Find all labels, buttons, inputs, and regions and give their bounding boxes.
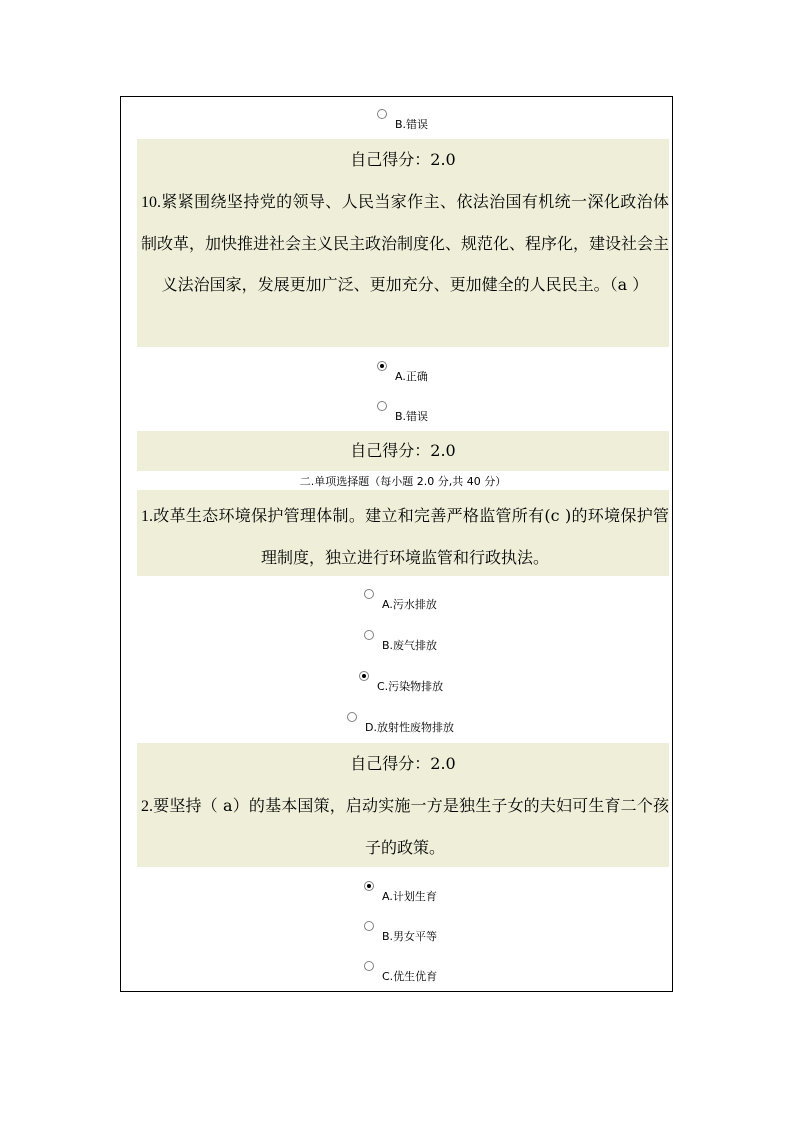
document-frame	[120, 96, 673, 992]
option-label: A.污水排放	[382, 598, 437, 611]
question-number: 1.	[141, 508, 153, 525]
radio-button-icon[interactable]	[364, 961, 374, 971]
radio-button-icon[interactable]	[377, 109, 387, 119]
radio-button-icon[interactable]	[364, 921, 374, 931]
question-body: 要坚持（ a）的基本国策，启动实施一方是独生子女的夫妇可生育二个孩子的政策。	[153, 796, 669, 857]
question-number: 10.	[141, 194, 161, 211]
radio-button-checked-icon[interactable]	[377, 361, 387, 371]
radio-button-icon[interactable]	[364, 630, 374, 640]
option-label: D.放射性废物排放	[365, 721, 454, 734]
radio-button-checked-icon[interactable]	[359, 671, 369, 681]
radio-button-icon[interactable]	[377, 401, 387, 411]
option-label: B.废气排放	[382, 639, 438, 652]
radio-button-icon[interactable]	[364, 589, 374, 599]
option-label: A.计划生育	[382, 890, 437, 903]
option-label: B.男女平等	[382, 930, 438, 943]
option-label: B.错误	[395, 118, 429, 131]
question-1-text	[141, 495, 669, 578]
section-title: 二.单项选择题（每小题 2.0 分,共 40 分）	[299, 475, 507, 488]
score-text: 自己得分：2.0	[350, 441, 456, 460]
question-10-text	[141, 181, 669, 305]
option-label: C.优生优育	[382, 970, 438, 983]
radio-button-icon[interactable]	[347, 712, 357, 722]
question-body: 改革生态环境保护管理体制。建立和完善严格监管所有(c )的环境保护管理制度，独立进行环境监管和行政执法。	[153, 506, 669, 567]
score-text: 自己得分：2.0	[350, 754, 456, 773]
option-label: C.污染物排放	[377, 680, 444, 693]
option-label: B.错误	[395, 410, 429, 423]
option-label: A.正确	[395, 370, 428, 383]
score-text: 自己得分：2.0	[350, 150, 456, 169]
radio-button-checked-icon[interactable]	[364, 881, 374, 891]
question-number: 2.	[141, 798, 153, 815]
question-body: 紧紧围绕坚持党的领导、人民当家作主、依法治国有机统一深化政治体制改革，加快推进社会主义民主政治制度化、规范化、程序化，建设社会主义法治国家，发展更加广泛、更加充分、更加健全的人民民主。（a ）	[141, 192, 670, 294]
question-2-text	[141, 785, 669, 868]
